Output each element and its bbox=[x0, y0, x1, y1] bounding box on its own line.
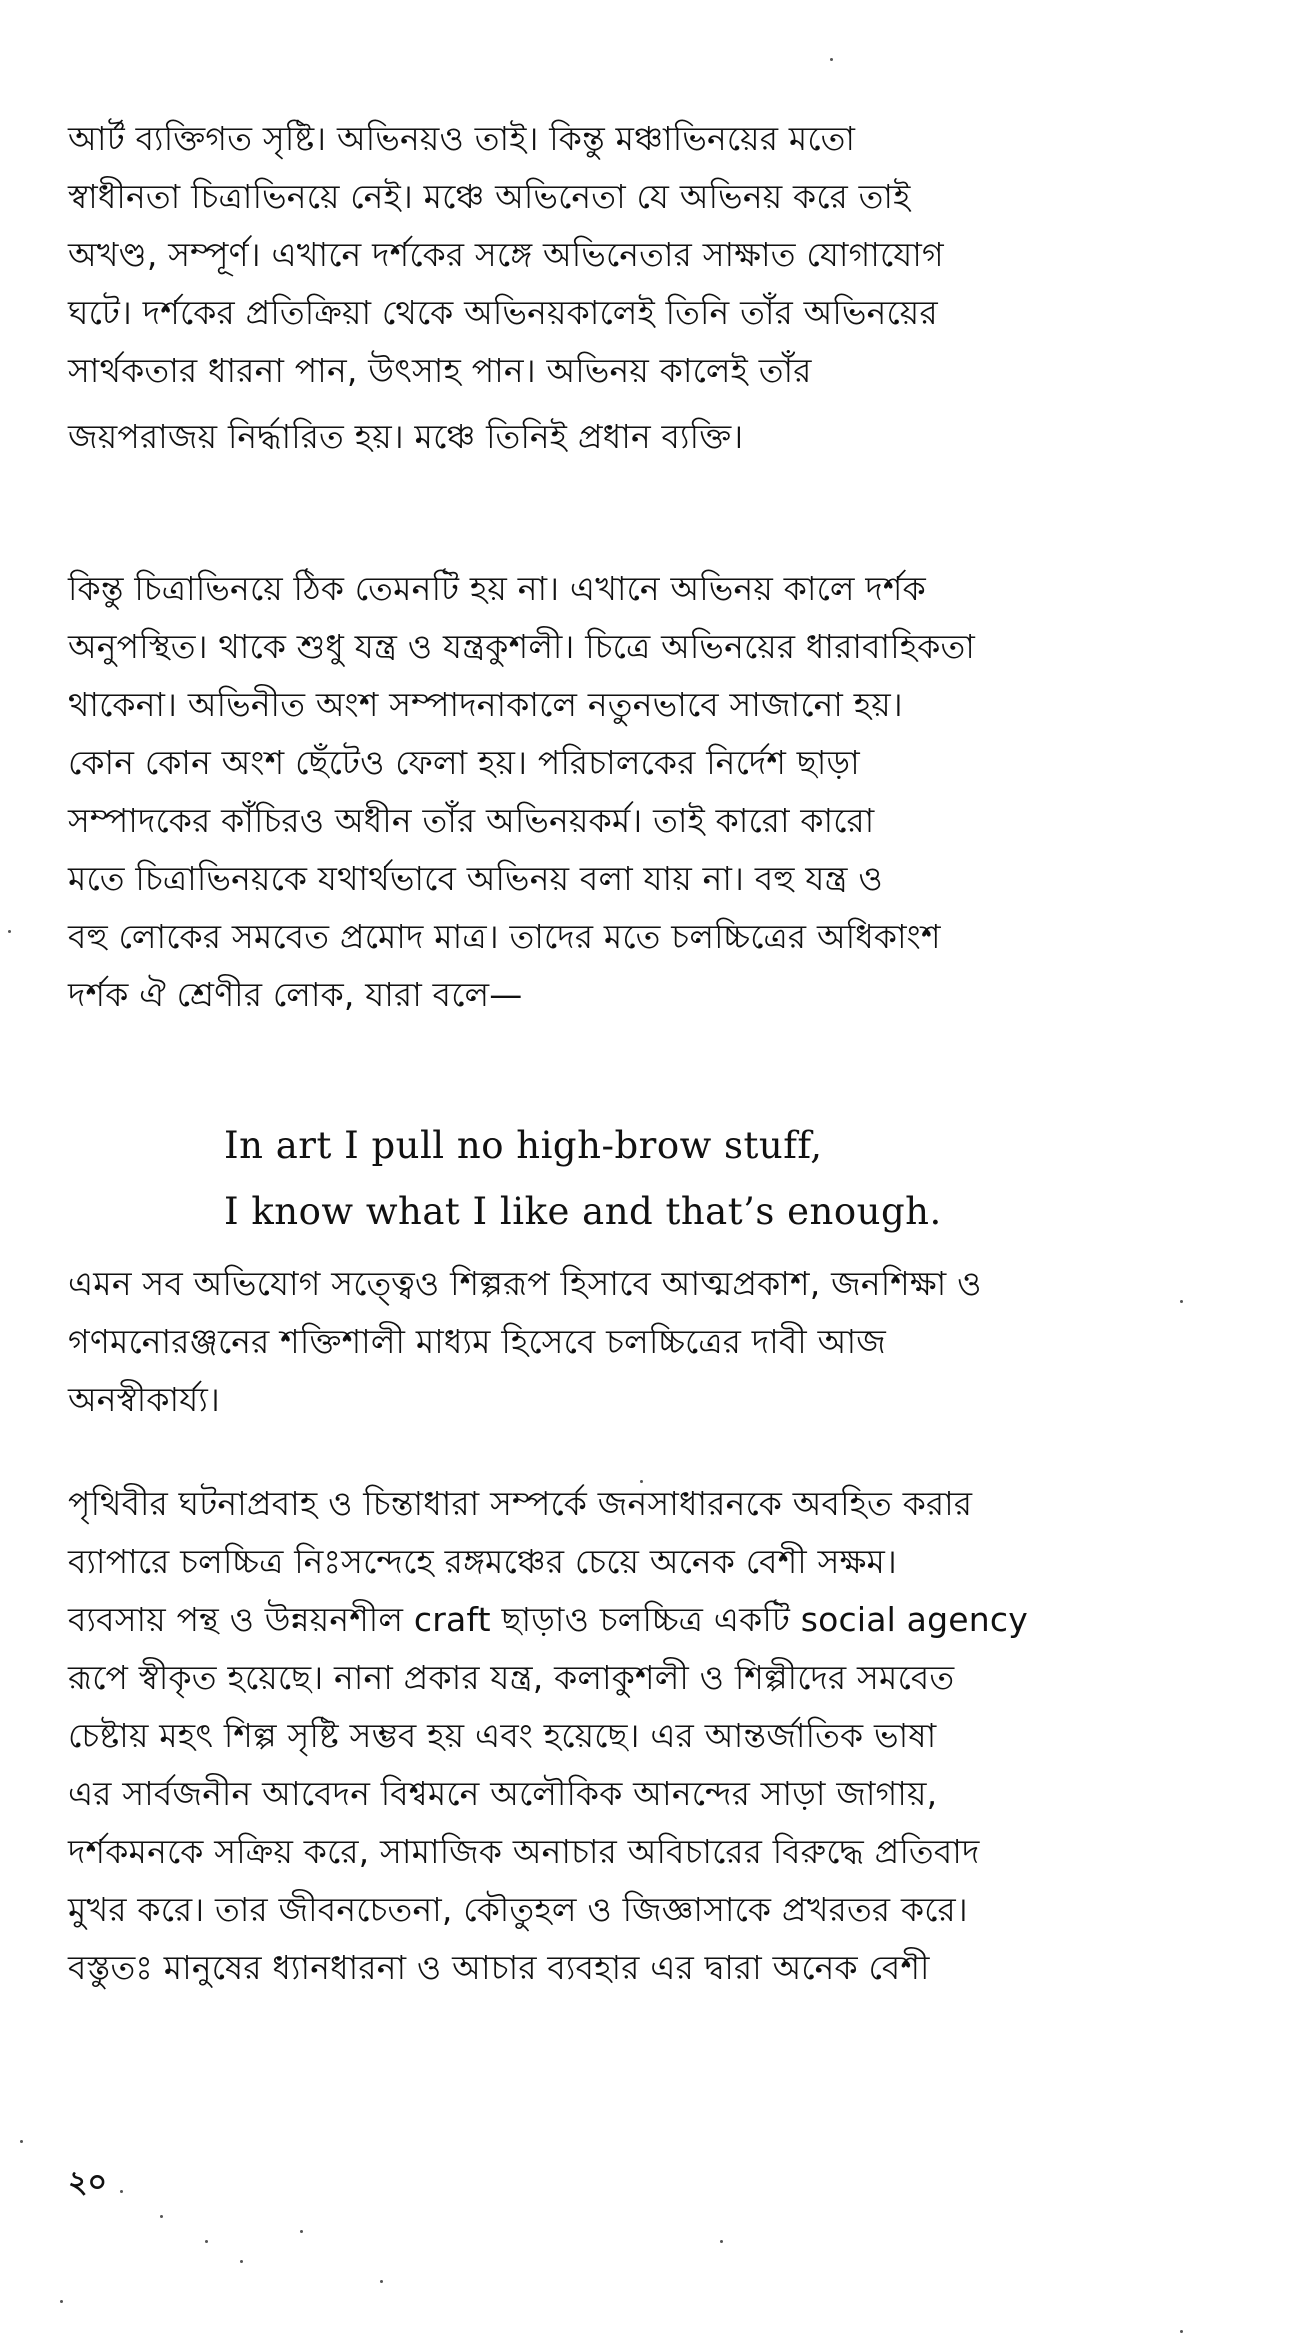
quote-line: In art I pull no high-brow stuff, bbox=[224, 1124, 823, 1167]
text-line: অনুপস্থিত। থাকে শুধু যন্ত্র ও যন্ত্রকুশলী। চিত্রে অভিনয়ের ধারাবাহিকতা bbox=[68, 627, 976, 666]
text-line: মুখর করে। তার জীবনচেতনা, কৌতুহল ও জিজ্ঞাসাকে প্রখরতর করে। bbox=[68, 1890, 968, 1929]
text-line: পৃথিবীর ঘটনাপ্রবাহ ও চিন্তাধারা সম্পর্কে জনসাধারনকে অবহিত করার bbox=[68, 1484, 973, 1523]
text-line: কোন কোন অংশ ছেঁটেও ফেলা হয়। পরিচালকের নির্দেশ ছাড়া bbox=[68, 743, 860, 782]
text-line: দর্শক ঐ শ্রেণীর লোক, যারা বলে— bbox=[68, 975, 523, 1014]
english-verse-quote bbox=[224, 1113, 1124, 1245]
text-line: অখণ্ড, সম্পূর্ণ। এখানে দর্শকের সঙ্গে অভিনেতার সাক্ষাত যোগাযোগ bbox=[68, 235, 944, 274]
text-line: বস্তুতঃ মানুষের ধ্যানধারনা ও আচার ব্যবহার এর দ্বারা অনেক বেশী bbox=[68, 1948, 930, 1987]
quote-line: I know what I like and that’s enough. bbox=[224, 1190, 942, 1233]
text-line: অনস্বীকার্য্য। bbox=[68, 1380, 221, 1419]
paragraph-4 bbox=[68, 1475, 1228, 1997]
text-line: বহু লোকের সমবেত প্রমোদ মাত্র। তাদের মতে চলচ্চিত্রের অধিকাংশ bbox=[68, 917, 941, 956]
page-number: ২০ bbox=[68, 2165, 108, 2200]
text-line: গণমনোরঞ্জনের শক্তিশালী মাধ্যম হিসেবে চলচ্চিত্রের দাবী আজ bbox=[68, 1322, 887, 1361]
text-line: দর্শকমনকে সক্রিয় করে, সামাজিক অনাচার অবিচারের বিরুদ্ধে প্রতিবাদ bbox=[68, 1832, 980, 1871]
text-line: এমন সব অভিযোগ সত্ত্বেও শিল্পরূপ হিসাবে আত্মপ্রকাশ, জনশিক্ষা ও bbox=[68, 1264, 982, 1303]
text-line: ব্যবসায় পন্থ ও উন্নয়নশীল craft ছাড়াও চলচ্চিত্র একটি social agency bbox=[68, 1600, 1028, 1639]
paragraph-1 bbox=[68, 110, 1228, 466]
text-line: স্বাধীনতা চিত্রাভিনয়ে নেই। মঞ্চে অভিনেতা যে অভিনয় করে তাই bbox=[68, 177, 911, 216]
paragraph-2 bbox=[68, 560, 1228, 1024]
text-line: মতে চিত্রাভিনয়কে যথার্থভাবে অভিনয় বলা যায় না। বহু যন্ত্র ও bbox=[68, 859, 883, 898]
text-line: থাকেনা। অভিনীত অংশ সম্পাদনাকালে নতুনভাবে সাজানো হয়। bbox=[68, 685, 903, 724]
text-line: রূপে স্বীকৃত হয়েছে। নানা প্রকার যন্ত্র, কলাকুশলী ও শিল্পীদের সমবেত bbox=[68, 1658, 955, 1697]
text-line: সম্পাদকের কাঁচিরও অধীন তাঁর অভিনয়কর্ম। তাই কারো কারো bbox=[68, 801, 875, 840]
text-line: ঘটে। দর্শকের প্রতিক্রিয়া থেকে অভিনয়কালেই তিনি তাঁর অভিনয়ের bbox=[68, 293, 938, 332]
text-line: কিন্তু চিত্রাভিনয়ে ঠিক তেমনটি হয় না। এখানে অভিনয় কালে দর্শক bbox=[68, 569, 926, 608]
text-line: আর্ট ব্যক্তিগত সৃষ্টি। অভিনয়ও তাই। কিন্তু মঞ্চাভিনয়ের মতো bbox=[68, 119, 856, 158]
paragraph-3 bbox=[68, 1255, 1228, 1429]
text-line: জয়পরাজয় নির্দ্ধারিত হয়। মঞ্চে তিনিই প্রধান ব্যক্তি। bbox=[68, 417, 744, 456]
text-line: চেষ্টায় মহৎ শিল্প সৃষ্টি সম্ভব হয় এবং হয়েছে। এর আন্তর্জাতিক ভাষা bbox=[68, 1716, 937, 1755]
text-line: ব্যাপারে চলচ্চিত্র নিঃসন্দেহে রঙ্গমঞ্চের চেয়ে অনেক বেশী সক্ষম। bbox=[68, 1542, 898, 1581]
text-line: সার্থকতার ধারনা পান, উৎসাহ পান। অভিনয় কালেই তাঁর bbox=[68, 351, 812, 390]
text-line: এর সার্বজনীন আবেদন বিশ্বমনে অলৌকিক আনন্দের সাড়া জাগায়, bbox=[68, 1774, 938, 1813]
